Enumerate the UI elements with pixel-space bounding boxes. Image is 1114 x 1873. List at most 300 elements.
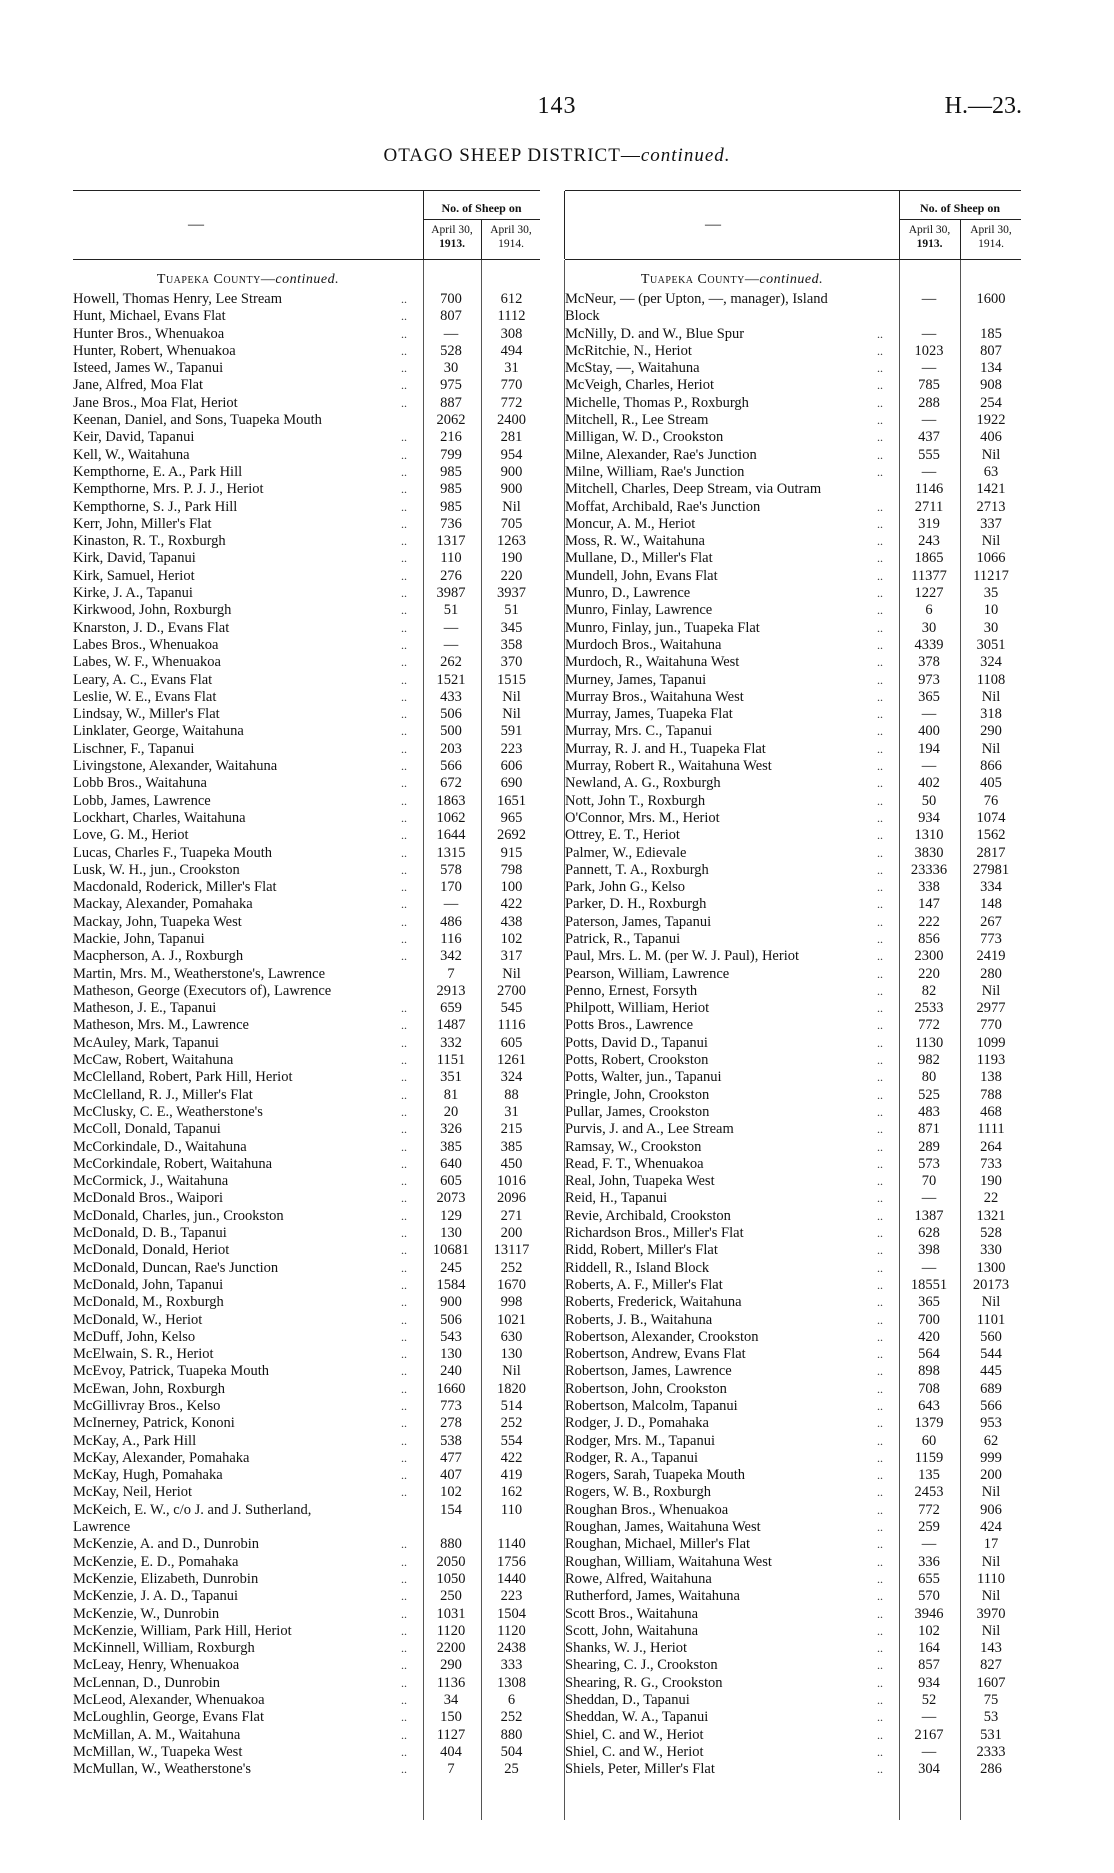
leader-dots: .. — [401, 949, 407, 964]
sheep-1914: 422 — [500, 896, 523, 913]
sheep-1913: 2711 — [914, 498, 944, 515]
sheep-1913: — — [443, 325, 459, 342]
sheep-1913: 365 — [918, 1294, 940, 1311]
table-row — [565, 1761, 1021, 1778]
owner-name: Rodger, Mrs. M., Tapanui — [565, 1432, 715, 1449]
sheep-1914: 1101 — [976, 1311, 1006, 1328]
table-row — [565, 1294, 1021, 1311]
leader-dots: .. — [401, 1139, 407, 1154]
sheep-1913: 973 — [918, 671, 940, 688]
owner-name: Scott Bros., Waitahuna — [565, 1605, 699, 1622]
table-row — [73, 620, 540, 637]
right-table-header — [565, 190, 1021, 260]
sheep-1914: 1116 — [497, 1017, 526, 1034]
owner-name: Reid, H., Tapanui — [565, 1190, 668, 1207]
owner-name: Scott, John, Waitahuna — [565, 1622, 699, 1639]
sheep-1913: 240 — [440, 1363, 462, 1380]
owner-name: Robertson, Malcolm, Tapanui — [565, 1398, 738, 1414]
sheep-1913: 785 — [918, 377, 940, 394]
table-row — [73, 931, 540, 948]
sheep-1913: 110 — [440, 550, 462, 567]
sheep-1913: 116 — [440, 930, 462, 947]
leader-dots: .. — [877, 516, 883, 531]
sheep-1914: 6 — [507, 1692, 516, 1709]
sheep-1914: 798 — [500, 861, 523, 878]
leader-dots: .. — [877, 931, 883, 946]
table-row — [73, 481, 540, 498]
sheep-1913: 304 — [918, 1761, 940, 1778]
sheep-1913: 1031 — [436, 1605, 466, 1622]
leader-dots: .. — [877, 949, 883, 964]
leader-dots: .. — [877, 1001, 883, 1016]
leader-dots: .. — [401, 378, 407, 393]
sheep-1914: 252 — [500, 1415, 523, 1432]
table-row — [73, 533, 540, 550]
leader-dots: .. — [877, 759, 883, 774]
table-row — [73, 1536, 540, 1553]
sheep-1913: 1644 — [436, 827, 466, 844]
leader-dots: .. — [401, 1537, 407, 1552]
sheep-1914: Nil — [502, 1363, 521, 1380]
table-row — [73, 412, 540, 429]
leader-dots: .. — [401, 1762, 407, 1777]
sheep-1914: 317 — [500, 948, 523, 965]
table-row — [73, 1329, 540, 1346]
leader-dots: .. — [401, 516, 407, 531]
owner-name: Shanks, W. J., Heriot — [565, 1640, 688, 1657]
table-row — [565, 637, 1021, 654]
owner-name: Matheson, J. E., Tapanui — [73, 1000, 217, 1017]
leader-dots: .. — [877, 828, 883, 843]
leader-dots: .. — [877, 447, 883, 462]
sheep-1913: 6 — [925, 602, 933, 619]
sheep-1914: 1016 — [497, 1173, 526, 1190]
sheep-1914: 560 — [980, 1328, 1002, 1345]
sheep-1913: — — [921, 463, 937, 480]
owner-name: Robertson, Alexander, Crookston — [565, 1328, 759, 1345]
table-row — [73, 723, 540, 740]
owner-name: McKay, Hugh, Pomahaka — [73, 1467, 223, 1484]
title-continued: continued. — [640, 145, 731, 166]
header-group-label: No. of Sheep on — [899, 197, 1021, 220]
sheep-1914: 1112 — [497, 308, 526, 325]
table-row — [73, 1277, 540, 1294]
sheep-1914: 807 — [980, 342, 1002, 359]
sheep-1914: 1321 — [976, 1207, 1006, 1224]
table-row — [73, 654, 540, 671]
table-row — [565, 1312, 1021, 1329]
table-row — [565, 447, 1021, 464]
leader-dots: .. — [401, 1070, 407, 1085]
sheep-1913: — — [443, 636, 459, 653]
owner-name: Roberts, A. F., Miller's Flat — [565, 1276, 723, 1293]
sheep-1913: 566 — [440, 758, 462, 775]
owner-name: Labes Bros., Whenuakoa — [73, 636, 219, 653]
leader-dots: .. — [877, 568, 883, 583]
leader-dots: .. — [401, 1606, 407, 1621]
table-row — [565, 1069, 1021, 1086]
owner-name: Kell, W., Waitahuna — [73, 446, 190, 463]
leader-dots: .. — [401, 793, 407, 808]
sheep-1913: — — [921, 706, 937, 723]
owner-name: Roughan, Michael, Miller's Flat — [565, 1536, 751, 1553]
leader-dots: .. — [877, 1070, 883, 1085]
owner-name: McKay, Alexander, Pomahaka — [73, 1449, 250, 1466]
sheep-1914: Nil — [502, 688, 521, 705]
sheep-1914: 554 — [500, 1432, 523, 1449]
sheep-1914: 100 — [500, 879, 523, 896]
leader-dots: .. — [877, 586, 883, 601]
sheep-1913: 102 — [918, 1622, 940, 1639]
owner-name: McEvoy, Patrick, Tuapeka Mouth — [73, 1363, 270, 1380]
leader-dots: .. — [401, 1035, 407, 1050]
owner-name: McKenzie, E. D., Pomahaka — [73, 1553, 239, 1570]
sheep-1914: 915 — [500, 844, 523, 861]
table-row — [565, 654, 1021, 671]
sheep-1914: 358 — [500, 636, 523, 653]
leader-dots: .. — [401, 1260, 407, 1275]
owner-name: Pringle, John, Crookston — [565, 1086, 710, 1103]
sheep-1914: 102 — [500, 930, 523, 947]
table-row — [73, 1709, 540, 1726]
owner-name: McGillivray Bros., Kelso — [73, 1398, 221, 1414]
sheep-1913: 336 — [918, 1553, 940, 1570]
leader-dots: .. — [877, 464, 883, 479]
table-row — [565, 1588, 1021, 1605]
sheep-1914: Nil — [502, 498, 521, 515]
owner-name: Roberts, J. B., Waitahuna — [565, 1311, 713, 1328]
sheep-1913: 147 — [918, 896, 940, 913]
owner-name: McKenzie, J. A. D., Tapanui — [73, 1588, 239, 1605]
owner-name: Roughan Bros., Whenuakoa — [565, 1501, 729, 1518]
sheep-1914: 2400 — [497, 412, 526, 429]
table-row — [73, 1052, 540, 1069]
sheep-1914: 528 — [980, 1225, 1002, 1242]
table-row — [565, 1052, 1021, 1069]
sheep-1914: 1193 — [976, 1052, 1006, 1069]
leader-dots: .. — [401, 534, 407, 549]
leader-dots: .. — [877, 1762, 883, 1777]
sheep-1914: 1600 — [976, 291, 1006, 307]
owner-name: Ramsay, W., Crookston — [565, 1138, 702, 1155]
table-row — [73, 1484, 540, 1501]
title-main: OTAGO SHEEP DISTRICT— — [383, 145, 641, 166]
owner-name: Nott, John T., Roxburgh — [565, 792, 706, 809]
table-row — [565, 533, 1021, 550]
table-row — [73, 689, 540, 706]
header-col-1914: April 30, 1914. — [970, 224, 1012, 250]
owner-name: McKinnell, William, Roxburgh — [73, 1640, 255, 1657]
owner-name: Howell, Thomas Henry, Lee Stream — [73, 291, 282, 307]
left-table-body — [73, 260, 540, 1820]
owner-name: Martin, Mrs. M., Weatherstone's, Lawrence — [73, 965, 326, 982]
sheep-1913: 326 — [440, 1121, 462, 1138]
sheep-1914: 999 — [980, 1449, 1002, 1466]
sheep-1914: 770 — [980, 1017, 1002, 1034]
left-table — [73, 190, 540, 1820]
sheep-1913: 555 — [918, 446, 940, 463]
sheep-1913: 129 — [440, 1207, 462, 1224]
sheep-1913: 486 — [440, 913, 462, 930]
table-row — [565, 412, 1021, 429]
owner-name: Keir, David, Tapanui — [73, 429, 195, 446]
leader-dots: .. — [877, 655, 883, 670]
sheep-1914: Nil — [981, 1484, 1001, 1501]
sheep-1914: 252 — [500, 1709, 523, 1726]
sheep-1914: 345 — [500, 619, 523, 636]
sheep-1913: 1487 — [436, 1017, 466, 1034]
sheep-1914: 148 — [980, 896, 1002, 913]
sheep-1913: 51 — [443, 602, 459, 619]
sheep-1913: 1863 — [436, 792, 466, 809]
leader-dots: .. — [401, 862, 407, 877]
right-table-body — [565, 260, 1021, 1820]
table-row — [73, 395, 540, 412]
sheep-1913: 856 — [918, 930, 940, 947]
leader-dots: .. — [401, 1156, 407, 1171]
leader-dots: .. — [877, 1035, 883, 1050]
sheep-1913: 150 — [440, 1709, 462, 1726]
leader-dots: .. — [877, 1744, 883, 1759]
owner-name: Real, John, Tuapeka West — [565, 1173, 715, 1190]
owner-name: Murdoch Bros., Waitahuna — [565, 636, 722, 653]
table-row — [565, 1087, 1021, 1104]
sheep-1913: 483 — [918, 1103, 940, 1120]
sheep-1913: 1584 — [436, 1276, 466, 1293]
owner-name: McVeigh, Charles, Heriot — [565, 377, 714, 394]
sheep-1914: 190 — [980, 1173, 1002, 1190]
sheep-1914: 514 — [500, 1398, 523, 1414]
table-row — [73, 1554, 540, 1571]
leader-dots: .. — [401, 914, 407, 929]
header-col-1913: April 30, 1913. — [908, 224, 951, 250]
leader-dots: .. — [401, 1710, 407, 1725]
sheep-1913: 30 — [921, 619, 937, 636]
sheep-1914: 2096 — [497, 1190, 526, 1207]
owner-name: McClelland, R. J., Miller's Flat — [73, 1086, 253, 1103]
table-row — [73, 1640, 540, 1657]
leader-dots: .. — [877, 1658, 883, 1673]
header-col-1914: April 30, 1914. — [490, 224, 532, 250]
sheep-1913: 203 — [440, 740, 462, 757]
table-row — [73, 1139, 540, 1156]
table-row — [565, 775, 1021, 792]
sheep-1914: 223 — [500, 740, 523, 757]
header-group-label: No. of Sheep on — [423, 197, 540, 220]
table-row — [73, 1623, 540, 1640]
table-row — [565, 810, 1021, 827]
owner-name: McCorkindale, Robert, Waitahuna — [73, 1155, 273, 1172]
owner-name: Mackay, Alexander, Pomahaka — [73, 896, 253, 913]
leader-dots: .. — [877, 361, 883, 376]
sheep-1914: 130 — [500, 1346, 523, 1363]
owner-name: Lobb Bros., Waitahuna — [73, 775, 207, 792]
owner-name: McMullan, W., Weatherstone's — [73, 1761, 251, 1778]
sheep-1913: 437 — [918, 429, 940, 446]
sheep-1913: 1310 — [914, 827, 944, 844]
owner-name: Mitchell, Charles, Deep Stream, via Outram — [565, 481, 822, 498]
sheep-1913: 1050 — [436, 1570, 466, 1587]
header-dash: — — [188, 216, 204, 233]
sheep-1914: 252 — [500, 1259, 523, 1276]
owner-name: Murray Bros., Waitahuna West — [565, 688, 744, 705]
owner-name: Rogers, W. B., Roxburgh — [565, 1484, 711, 1501]
leader-dots: .. — [877, 1312, 883, 1327]
owner-name: McDonald, Duncan, Rae's Junction — [73, 1259, 279, 1276]
owner-name: Lobb, James, Lawrence — [73, 792, 211, 809]
owner-name: Murray, James, Tuapeka Flat — [565, 706, 733, 723]
sheep-1914: 2817 — [976, 844, 1006, 861]
sheep-1914: 2333 — [976, 1743, 1006, 1760]
table-row — [565, 1675, 1021, 1692]
leader-dots: .. — [877, 1606, 883, 1621]
sheep-1913: 289 — [918, 1138, 940, 1155]
table-row — [565, 568, 1021, 585]
left-rows — [73, 291, 540, 1779]
table-row — [73, 1588, 540, 1605]
sheep-1913: 2073 — [436, 1190, 466, 1207]
sheep-1913: 154 — [440, 1501, 462, 1518]
leader-dots: .. — [401, 464, 407, 479]
table-row — [565, 550, 1021, 567]
owner-name: Potts, Walter, jun., Tapanui — [565, 1069, 722, 1086]
table-row — [73, 810, 540, 827]
sheep-1914: 1099 — [976, 1034, 1006, 1051]
leader-dots: .. — [401, 1018, 407, 1033]
sheep-1913: 1136 — [436, 1674, 466, 1691]
sheep-1913: 1521 — [436, 671, 466, 688]
owner-name: Ottrey, E. T., Heriot — [565, 827, 680, 844]
owner-name: McDonald, M., Roxburgh — [73, 1294, 224, 1311]
leader-dots: .. — [877, 1641, 883, 1656]
leader-dots: .. — [401, 759, 407, 774]
sheep-1913: 982 — [918, 1052, 940, 1069]
table-row — [565, 1415, 1021, 1432]
leader-dots: .. — [877, 637, 883, 652]
sheep-1913: 398 — [918, 1242, 940, 1259]
owner-name: Revie, Archibald, Crookston — [565, 1207, 731, 1224]
owner-name: Leary, A. C., Evans Flat — [73, 671, 213, 688]
table-row — [73, 1087, 540, 1104]
table-row — [73, 1433, 540, 1450]
page-title — [0, 145, 1114, 167]
table-row — [73, 1017, 540, 1034]
sheep-1913: — — [921, 1190, 937, 1207]
owner-name: Shiels, Peter, Miller's Flat — [565, 1761, 715, 1778]
owner-name: McStay, —, Waitahuna — [565, 360, 700, 377]
table-row — [73, 1260, 540, 1277]
sheep-1913: 250 — [440, 1588, 462, 1605]
owner-name: Parker, D. H., Roxburgh — [565, 896, 707, 913]
sheep-1914: 281 — [500, 429, 523, 446]
sheep-1913: 525 — [918, 1086, 940, 1103]
sheep-1913: 130 — [440, 1346, 462, 1363]
owner-name: Milligan, W. D., Crookston — [565, 429, 724, 446]
table-row — [565, 1000, 1021, 1017]
sheep-1914: 330 — [980, 1242, 1002, 1259]
sheep-1914: 733 — [980, 1155, 1002, 1172]
right-rows — [565, 291, 1021, 1779]
sheep-1913: 10681 — [432, 1242, 470, 1259]
table-row — [565, 758, 1021, 775]
table-row — [73, 499, 540, 516]
sheep-1913: 1062 — [436, 809, 466, 826]
sheep-1913: 985 — [440, 463, 462, 480]
leader-dots: .. — [401, 776, 407, 791]
leader-dots: .. — [877, 603, 883, 618]
owner-name: Philpott, William, Heriot — [565, 1000, 710, 1017]
left-table-header — [73, 190, 540, 260]
owner-name: Newland, A. G., Roxburgh — [565, 775, 721, 792]
table-row — [73, 1606, 540, 1623]
owner-name: McDonald, D. B., Tapanui — [73, 1225, 227, 1242]
table-row — [73, 1035, 540, 1052]
leader-dots: .. — [877, 1485, 883, 1500]
owner-name: Kinaston, R. T., Roxburgh — [73, 533, 226, 550]
sheep-1914: 772 — [500, 394, 523, 411]
sheep-1914: 630 — [500, 1328, 523, 1345]
sheep-1914: 35 — [983, 585, 999, 602]
table-row — [565, 360, 1021, 377]
sheep-1913: 220 — [918, 965, 940, 982]
sheep-1914: 405 — [980, 775, 1002, 792]
sheep-1914: 1562 — [976, 827, 1006, 844]
leader-dots: .. — [401, 1641, 407, 1656]
leader-dots: .. — [401, 361, 407, 376]
sheep-1914: 63 — [983, 463, 999, 480]
leader-dots: .. — [401, 1277, 407, 1292]
leader-dots: .. — [877, 1243, 883, 1258]
sheep-1914: 494 — [500, 342, 523, 359]
leader-dots: .. — [877, 1450, 883, 1465]
sheep-1914: 1074 — [976, 809, 1006, 826]
owner-name: Hunter, Robert, Whenuakoa — [73, 342, 236, 359]
table-row — [73, 1190, 540, 1207]
owner-name: McKeich, E. W., c/o J. and J. Sutherland, — [73, 1501, 312, 1518]
sheep-1913: 506 — [440, 1311, 462, 1328]
leader-dots: .. — [877, 672, 883, 687]
owner-name: Robertson, John, Crookston — [565, 1380, 727, 1397]
sheep-1913: 985 — [440, 498, 462, 515]
leader-dots: .. — [877, 499, 883, 514]
leader-dots: .. — [877, 845, 883, 860]
sheep-1913: 887 — [440, 394, 462, 411]
sheep-1913: 500 — [440, 723, 462, 740]
leader-dots: .. — [401, 1554, 407, 1569]
table-row — [565, 1277, 1021, 1294]
sheep-1913: 799 — [440, 446, 462, 463]
owner-name: McNilly, D. and W., Blue Spur — [565, 325, 745, 342]
sheep-1913: 11377 — [911, 567, 947, 584]
leader-dots: .. — [877, 689, 883, 704]
owner-name: Paterson, James, Tapanui — [565, 913, 712, 930]
right-table — [565, 190, 1021, 1820]
sheep-1914: 1756 — [497, 1553, 526, 1570]
sheep-1914: 162 — [500, 1484, 523, 1501]
table-row — [565, 1433, 1021, 1450]
owner-name: Kempthorne, E. A., Park Hill — [73, 463, 243, 480]
leader-dots: .. — [401, 724, 407, 739]
owner-name: Roberts, Frederick, Waitahuna — [565, 1294, 742, 1311]
table-row — [565, 1242, 1021, 1259]
sheep-1914: 606 — [500, 758, 523, 775]
table-row — [73, 464, 540, 481]
owner-name: Purvis, J. and A., Lee Stream — [565, 1121, 734, 1138]
sheep-1914: 1108 — [976, 671, 1006, 688]
table-row — [73, 447, 540, 464]
sheep-1914: 906 — [980, 1501, 1002, 1518]
owner-name: Palmer, W., Edievale — [565, 844, 687, 861]
